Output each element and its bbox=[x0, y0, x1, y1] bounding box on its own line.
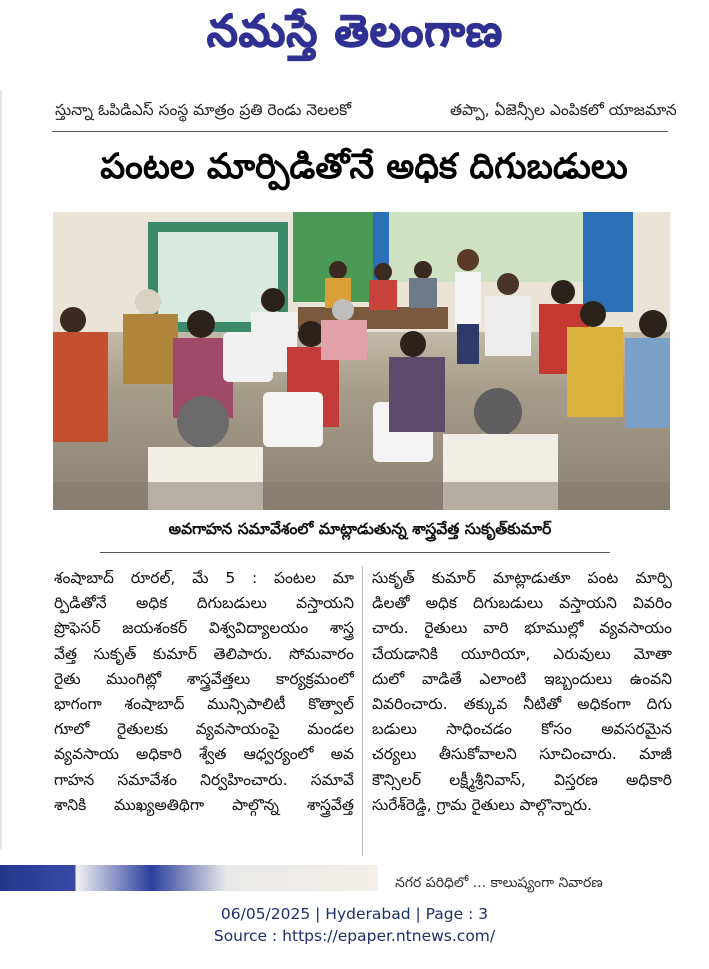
article-column-left bbox=[54, 566, 354, 818]
newspaper-masthead bbox=[150, 4, 560, 70]
article-line: శంషాబాద్ రూరల్, మే 5 : పంటల మా bbox=[54, 569, 354, 587]
article-line: వేత్త సుకృత్ కుమార్ తెలిపారు. సోమవారం bbox=[54, 644, 354, 663]
article-line: చర్యలు తీసుకోవాలని సూచించారు. మాజీ bbox=[372, 745, 672, 764]
article-line: గాహన సమావేశం నిర్వహించారు. సమావే bbox=[54, 770, 354, 789]
article-line: వివరించారు. తక్కువ నీటితో అధికంగా దిగు bbox=[372, 695, 672, 714]
column-divider bbox=[362, 566, 363, 856]
article-line: ర్పిడితోనే అధిక దిగుబడులు వస్తాయని bbox=[54, 594, 354, 613]
article-column-right bbox=[372, 566, 672, 818]
article-line: శానికి ముఖ్యఅతిథిగా పాల్గొన్న శాస్త్రవేత్త bbox=[54, 795, 354, 814]
meeting-photo-illustration bbox=[53, 212, 670, 510]
article-line: కౌన్సిలర్ లక్ష్మీశ్రీనివాస్, విస్తరణ అధికారి bbox=[372, 770, 672, 789]
article-headline bbox=[44, 138, 684, 204]
headline-text: పంటల మార్పిడితోనే అధిక దిగుబడులు bbox=[100, 147, 628, 187]
page-edge-rule bbox=[0, 90, 2, 850]
top-strip-left: స్తున్నా ఓపిడిఎస్ సంస్థ మాత్రం ప్రతి రెండు నెలలకో bbox=[55, 101, 352, 119]
bottom-cutoff-text: నగర పరిధిలో ... కాలుష్యంగా నివారణ bbox=[395, 875, 603, 891]
strip-divider bbox=[52, 131, 668, 132]
article-line: చేయడానికి యూరియా, ఎరువులు మోతా bbox=[372, 644, 672, 663]
photo-caption bbox=[100, 518, 620, 544]
article-line: డిలతో అధిక దిగుబడులు వస్తాయని వివరిం bbox=[372, 594, 672, 613]
caption-divider bbox=[100, 552, 610, 553]
article-line: వ్యవసాయ అధికారి శ్వేత ఆధ్వర్యంలో అవ bbox=[54, 745, 354, 764]
article-line: సురేశ్‌రెడ్డి, గ్రామ రైతులు పాల్గొన్నారు. bbox=[372, 795, 593, 814]
article-line: చారు. రైతులు వారి భూముల్లో వ్యవసాయం bbox=[372, 619, 672, 638]
epaper-footer bbox=[0, 903, 709, 947]
footer-source-link[interactable]: Source : https://epaper.ntnews.com/ bbox=[213, 927, 496, 945]
article-line: ప్రొఫెసర్ జయశంకర్ విశ్వవిద్యాలయం శాస్త్ర bbox=[54, 619, 354, 638]
footer-date-edition: 06/05/2025 | Hyderabad | Page : 3 bbox=[220, 905, 489, 923]
bottom-advertisement-strip bbox=[0, 865, 378, 891]
article-line: బడులు సాధించడం కోసం అవసరమైన bbox=[372, 720, 672, 739]
article-line: గూలో రైతులకు వ్యవసాయంపై మండల bbox=[54, 720, 354, 739]
masthead-title: నమస్తే తెలంగాణ bbox=[206, 6, 504, 57]
article-line: సుకృత్ కుమార్ మాట్లాడుతూ పంట మార్పి bbox=[372, 569, 672, 587]
article-photo bbox=[53, 212, 670, 510]
top-strip-right: తప్పా, ఏజెన్సీల ఎంపికలో యాజమాన bbox=[450, 101, 677, 119]
article-line: భాగంగా శంషాబాద్ మున్సిపాలిటీ కొత్వాల్ bbox=[54, 695, 354, 714]
article-line: దులో వాడితే ఎలాంటి ఇబ్బందులు ఉంవని bbox=[372, 669, 672, 688]
photo-caption-text: అవగాహన సమావేశంలో మాట్లాడుతున్న శాస్త్రవేత్త సుకృత్‌కుమార్ bbox=[168, 520, 552, 538]
article-line: రైతు ముంగిట్లో శాస్త్రవేత్తలు కార్యక్రమంలో bbox=[54, 669, 354, 688]
